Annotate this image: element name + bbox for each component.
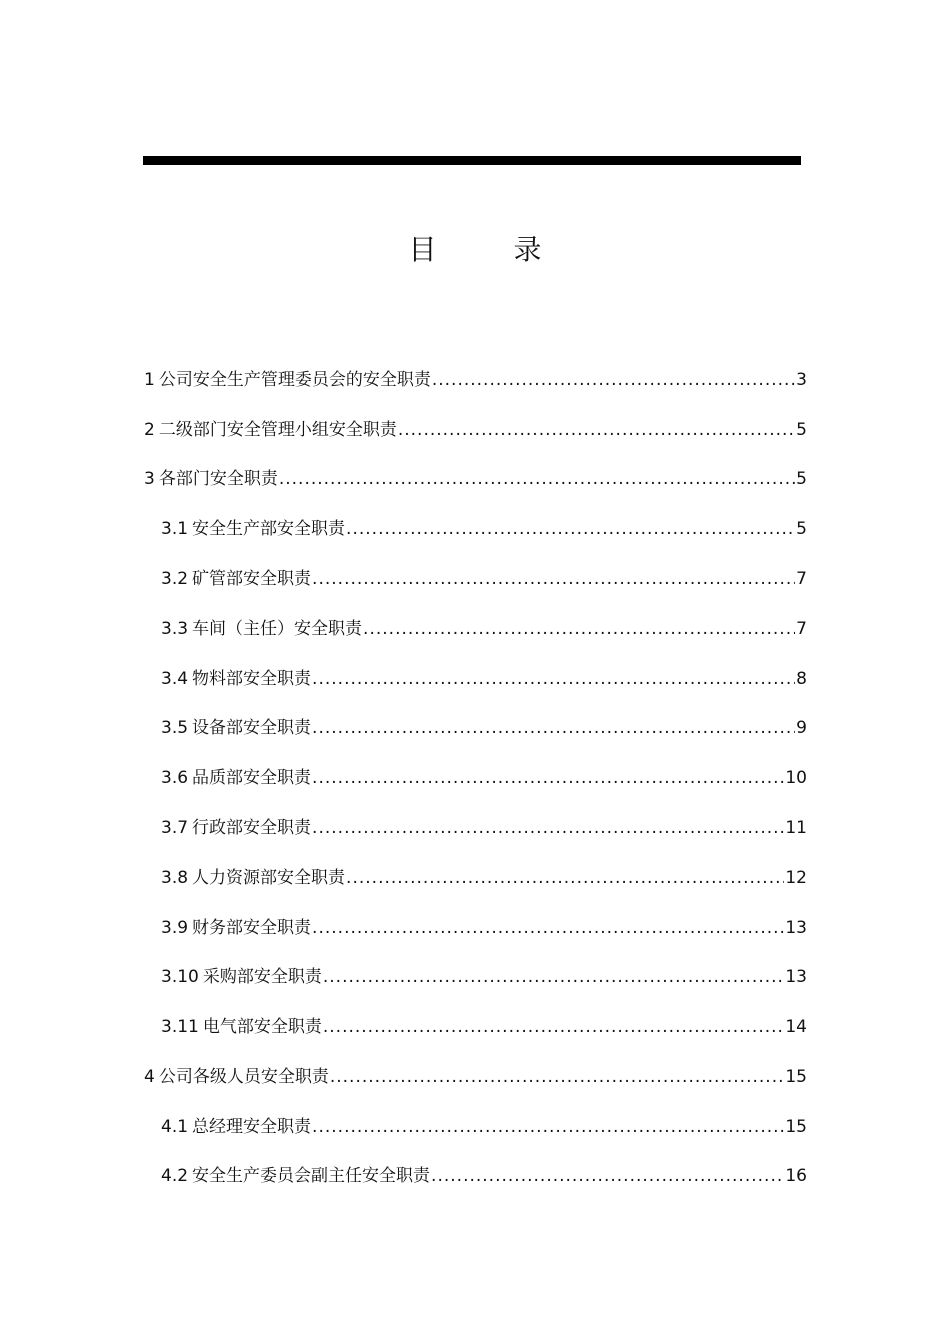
toc-entry-number: 3.1 <box>161 519 189 539</box>
toc-entry-number: 3.10 <box>161 967 199 987</box>
toc-entry-page: 7 <box>796 619 807 639</box>
toc-entry-title: 安全生产部安全职责 <box>192 519 346 539</box>
toc-dot-leader <box>363 617 795 641</box>
toc-entry-title: 安全生产委员会副主任安全职责 <box>192 1166 431 1186</box>
toc-entry-number: 3.9 <box>161 918 189 938</box>
toc-entry[interactable] <box>161 965 807 989</box>
toc-entry-title: 品质部安全职责 <box>192 768 312 788</box>
toc-entry[interactable] <box>144 368 807 392</box>
toc-entry[interactable] <box>161 816 807 840</box>
toc-dot-leader <box>312 667 795 691</box>
toc-dot-leader <box>312 916 784 940</box>
toc-entry-number: 1 <box>144 370 155 390</box>
toc-entry[interactable] <box>161 567 807 591</box>
toc-entry[interactable] <box>161 716 807 740</box>
toc-entry-page: 5 <box>796 420 807 440</box>
toc-entry-page: 14 <box>785 1017 807 1037</box>
toc-entry-page: 9 <box>796 718 807 738</box>
toc-entry-title: 公司各级人员安全职责 <box>158 1067 329 1087</box>
toc-entry-page: 7 <box>796 569 807 589</box>
toc-entry-title: 采购部安全职责 <box>202 967 322 987</box>
toc-entry-number: 3.11 <box>161 1017 199 1037</box>
toc-dot-leader <box>312 816 784 840</box>
toc-entry-title: 设备部安全职责 <box>192 718 312 738</box>
toc-entry[interactable] <box>144 467 807 491</box>
toc-dot-leader <box>312 766 784 790</box>
toc-entry-number: 3.8 <box>161 868 189 888</box>
toc-entry-number: 3.6 <box>161 768 189 788</box>
toc-entry-number: 3.4 <box>161 669 189 689</box>
toc-dot-leader <box>431 1164 784 1188</box>
toc-dot-leader <box>346 517 795 541</box>
toc-entry-title: 财务部安全职责 <box>192 918 312 938</box>
toc-entry-title: 矿管部安全职责 <box>192 569 312 589</box>
toc-dot-leader <box>323 965 785 989</box>
toc-entry-number: 4 <box>144 1067 155 1087</box>
toc-entry[interactable] <box>161 517 807 541</box>
toc-entry-number: 4.2 <box>161 1166 189 1186</box>
toc-entry-page: 10 <box>785 768 807 788</box>
toc-entry-page: 15 <box>785 1067 807 1087</box>
toc-entry-page: 12 <box>785 868 807 888</box>
toc-entry-title: 行政部安全职责 <box>192 818 312 838</box>
toc-entry[interactable] <box>161 916 807 940</box>
toc-entry-number: 4.1 <box>161 1117 189 1137</box>
toc-dot-leader <box>398 418 795 442</box>
toc-dot-leader <box>312 567 795 591</box>
toc-dot-leader <box>346 866 784 890</box>
toc-entry-title: 物料部安全职责 <box>192 669 312 689</box>
toc-entry-number: 2 <box>144 420 155 440</box>
toc-entry-number: 3.2 <box>161 569 189 589</box>
toc-entry[interactable] <box>161 667 807 691</box>
toc-entry-title: 电气部安全职责 <box>202 1017 322 1037</box>
toc-entry-page: 13 <box>785 967 807 987</box>
toc-entry-page: 5 <box>796 469 807 489</box>
toc-entry-page: 5 <box>796 519 807 539</box>
toc-dot-leader <box>330 1065 785 1089</box>
toc-entry-page: 8 <box>796 669 807 689</box>
toc-dot-leader <box>432 368 795 392</box>
toc-entry[interactable] <box>161 766 807 790</box>
toc-title: 目 录 <box>408 233 576 266</box>
toc-dot-leader <box>312 716 795 740</box>
toc-entry-number: 3 <box>144 469 155 489</box>
toc-dot-leader <box>312 1115 784 1139</box>
toc-entry-title: 各部门安全职责 <box>158 469 278 489</box>
toc-entry-title: 二级部门安全管理小组安全职责 <box>158 420 397 440</box>
toc-entry[interactable] <box>144 1065 807 1089</box>
toc-entry-title: 公司安全生产管理委员会的安全职责 <box>158 370 431 390</box>
toc-entry[interactable] <box>161 1015 807 1039</box>
toc-entry-page: 3 <box>796 370 807 390</box>
toc-entry-number: 3.5 <box>161 718 189 738</box>
toc-entry-page: 13 <box>785 918 807 938</box>
toc-entry-number: 3.7 <box>161 818 189 838</box>
toc-entry[interactable] <box>161 866 807 890</box>
toc-entry-title: 车间（主任）安全职责 <box>192 619 363 639</box>
toc-entry[interactable] <box>144 418 807 442</box>
toc-entry-title: 人力资源部安全职责 <box>192 868 346 888</box>
toc-entry[interactable] <box>161 617 807 641</box>
toc-dot-leader <box>279 467 795 491</box>
toc-entry[interactable] <box>161 1115 807 1139</box>
toc-entry-number: 3.3 <box>161 619 189 639</box>
toc-dot-leader <box>323 1015 785 1039</box>
toc-entry-title: 总经理安全职责 <box>192 1117 312 1137</box>
toc-entry-page: 11 <box>785 818 807 838</box>
toc-entry-page: 16 <box>785 1166 807 1186</box>
toc-entry[interactable] <box>161 1164 807 1188</box>
toc-entry-page: 15 <box>785 1117 807 1137</box>
